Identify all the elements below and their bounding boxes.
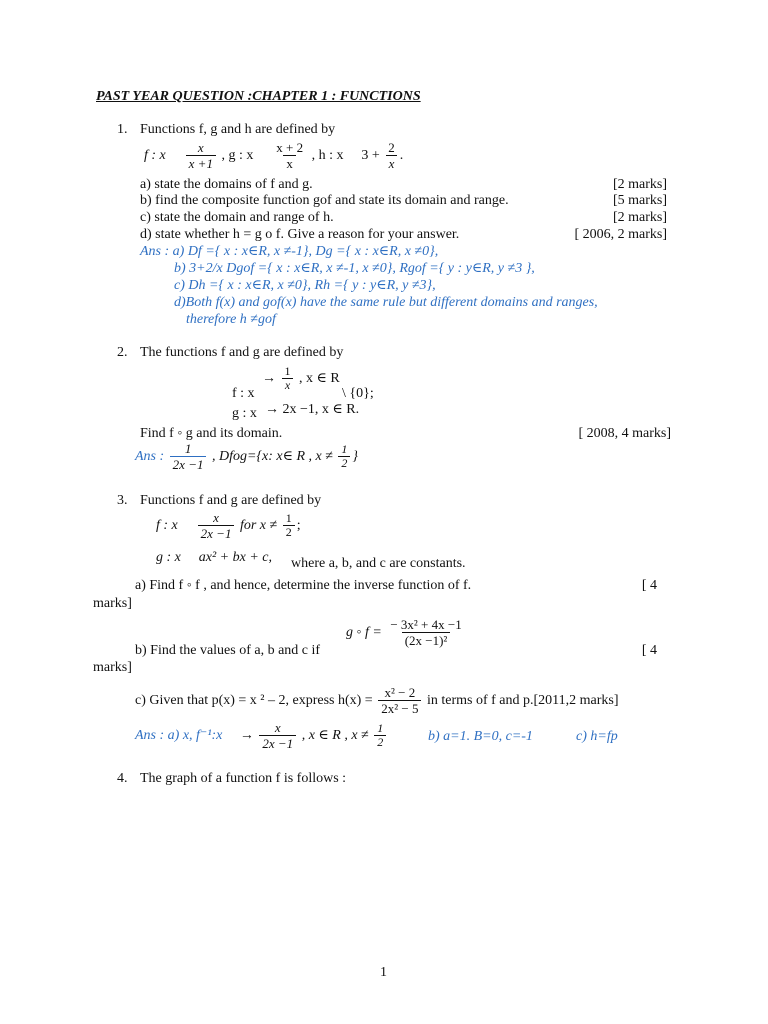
arrow-icon: → [239,728,254,743]
marks-part-a: [2 marks] [612,177,667,192]
question-number: 2. [117,345,128,360]
g-expression: → 2x −1, x ∈ R. [265,402,360,417]
f-denominator: x +1 [186,155,216,171]
inverse-condition: , x ∈ R , x ≠ [301,728,369,743]
marks-part-a-cont: marks] [93,596,132,611]
g-definition: g : x   ax² + bx + c, [156,550,272,565]
question-part-b: b) find the composite function gof and state its domain and range. [140,193,509,208]
gof-numerator: − 3x² + 4x −1 [390,617,462,633]
marks-part-b: [ 4 [641,643,657,658]
answer-part-c: c) h=fp [576,729,618,744]
question-number: 4. [117,771,128,786]
answer-line-d: d)Both f(x) and gof(x) have the same rule but different domains and ranges, [174,295,598,310]
part-c-marks: in terms of f and p.[2011,2 marks] [426,693,619,708]
answer-part-b: b) a=1. B=0, c=-1 [428,729,533,744]
f-fraction [282,365,294,392]
inverse-denominator: 2x −1 [259,735,296,751]
gof-expression [346,614,467,652]
f-definition-label: f : x   [144,148,181,163]
inverse-numerator: x [274,720,281,736]
question-part-d: d) state whether h = g o f. Give a reason for your answer. [140,227,460,242]
g-label: g : x [232,406,257,421]
h-definition-label: , h : x   3 + [311,148,380,163]
question-part-b: b) Find the values of a, b and c if [135,643,321,658]
g-definition-label: , g : x   [221,148,268,163]
inverse-half-fraction [374,722,386,749]
condition-numerator: 1 [285,511,292,526]
h-denominator: 2x² − 5 [378,700,421,716]
f-condition: , x ∈ R [299,371,340,386]
answer-line [135,441,358,473]
f-numerator: 1 [284,364,291,379]
question-part-a: a) Find f ◦ f , and hence, determine the inverse function of f. [135,578,472,593]
gof-denominator: (2x −1)² [402,632,451,648]
f-mapping [262,364,340,394]
answer-close-brace: } [352,449,359,464]
part-c-text: c) Given that p(x) = x ² – 2, express h(x) = [135,693,373,708]
question-intro: The functions f and g are defined by [140,345,344,360]
marks-part-c: [2 marks] [612,210,667,225]
f-condition: for x ≠ [239,518,278,533]
f-label: f : x   [156,518,193,533]
answer-line-e: therefore h ≠gof [186,312,276,327]
question-number: 3. [117,493,128,508]
answer-line-b: b) 3+2/x Dgof ={ x : x∈R, x ≠-1, x ≠0}, Rgof ={ y : y∈R, y ≠3 }, [174,261,535,276]
answer-domain: , Dfog={x: x∈ R , x ≠ [211,449,333,464]
question-marks: [ 2008, 4 marks] [578,426,671,441]
f-numerator: x [197,140,204,156]
f-fraction [198,510,235,541]
answer-fraction [170,441,207,472]
f-denominator: x [282,378,293,392]
question-number: 1. [117,122,128,137]
function-definitions [144,138,403,174]
f-denominator: 2x −1 [198,525,235,541]
f-definition [156,509,301,543]
g-denominator: x [283,155,296,171]
question-intro: Functions f and g are defined by [140,493,322,508]
h-numerator: x² − 2 [384,685,416,701]
f-domain-exclusion: \ {0}; [342,386,374,401]
question-find: Find f ◦ g and its domain. [140,426,283,441]
f-condition-fraction [283,512,295,539]
question-part-c [135,683,619,719]
marks-part-b-cont: marks] [93,660,132,675]
question-part-c: c) state the domain and range of h. [140,210,334,225]
f-label: f : x [232,386,255,401]
half-denominator: 2 [338,456,350,470]
answer-numerator: 1 [184,441,192,457]
answer-half-fraction [338,443,350,470]
answer-line [135,720,388,752]
half-numerator: 1 [341,442,348,457]
marks-part-b: [5 marks] [612,193,667,208]
answer-line-c: c) Dh ={ x : x∈R, x ≠0}, Rh ={ y : y∈R, y ≠3}, [174,278,436,293]
arrow-icon: → [262,371,276,386]
page-number: 1 [380,965,387,980]
g-numerator: x + 2 [276,140,304,156]
answer-label: Ans : [135,449,165,464]
f-end: ; [296,518,301,533]
answer-denominator: 2x −1 [170,456,207,472]
g-fraction [273,140,306,171]
question-part-a: a) state the domains of f and g. [140,177,313,192]
marks-part-d: [ 2006, 2 marks] [574,227,667,242]
question-intro: Functions f, g and h are defined by [140,122,336,137]
h-fraction [385,140,398,171]
inverse-fraction [259,720,296,751]
marks-part-a: [ 4 [641,578,657,593]
half-numerator: 1 [377,721,384,736]
g-note: where a, b, and c are constants. [291,556,466,571]
gof-label: g ◦ f = [346,625,382,640]
f-numerator: x [213,510,219,526]
condition-denominator: 2 [283,525,295,539]
answer-line-a: Ans : a) Df ={ x : x∈R, x ≠-1}, Dg ={ x : x∈R, x ≠0}, [140,244,439,259]
answer-a-label: Ans : a) x, f⁻¹:x [135,728,223,743]
h-numerator: 2 [388,140,395,156]
f-fraction [186,140,216,171]
gof-fraction [387,617,464,648]
h-suffix: . [399,148,404,163]
h-fraction [378,685,421,716]
page-title: PAST YEAR QUESTION :CHAPTER 1 : FUNCTIONS [96,89,421,104]
question-intro: The graph of a function f is follows : [140,771,347,786]
h-denominator: x [386,155,398,171]
half-denominator: 2 [374,735,386,749]
